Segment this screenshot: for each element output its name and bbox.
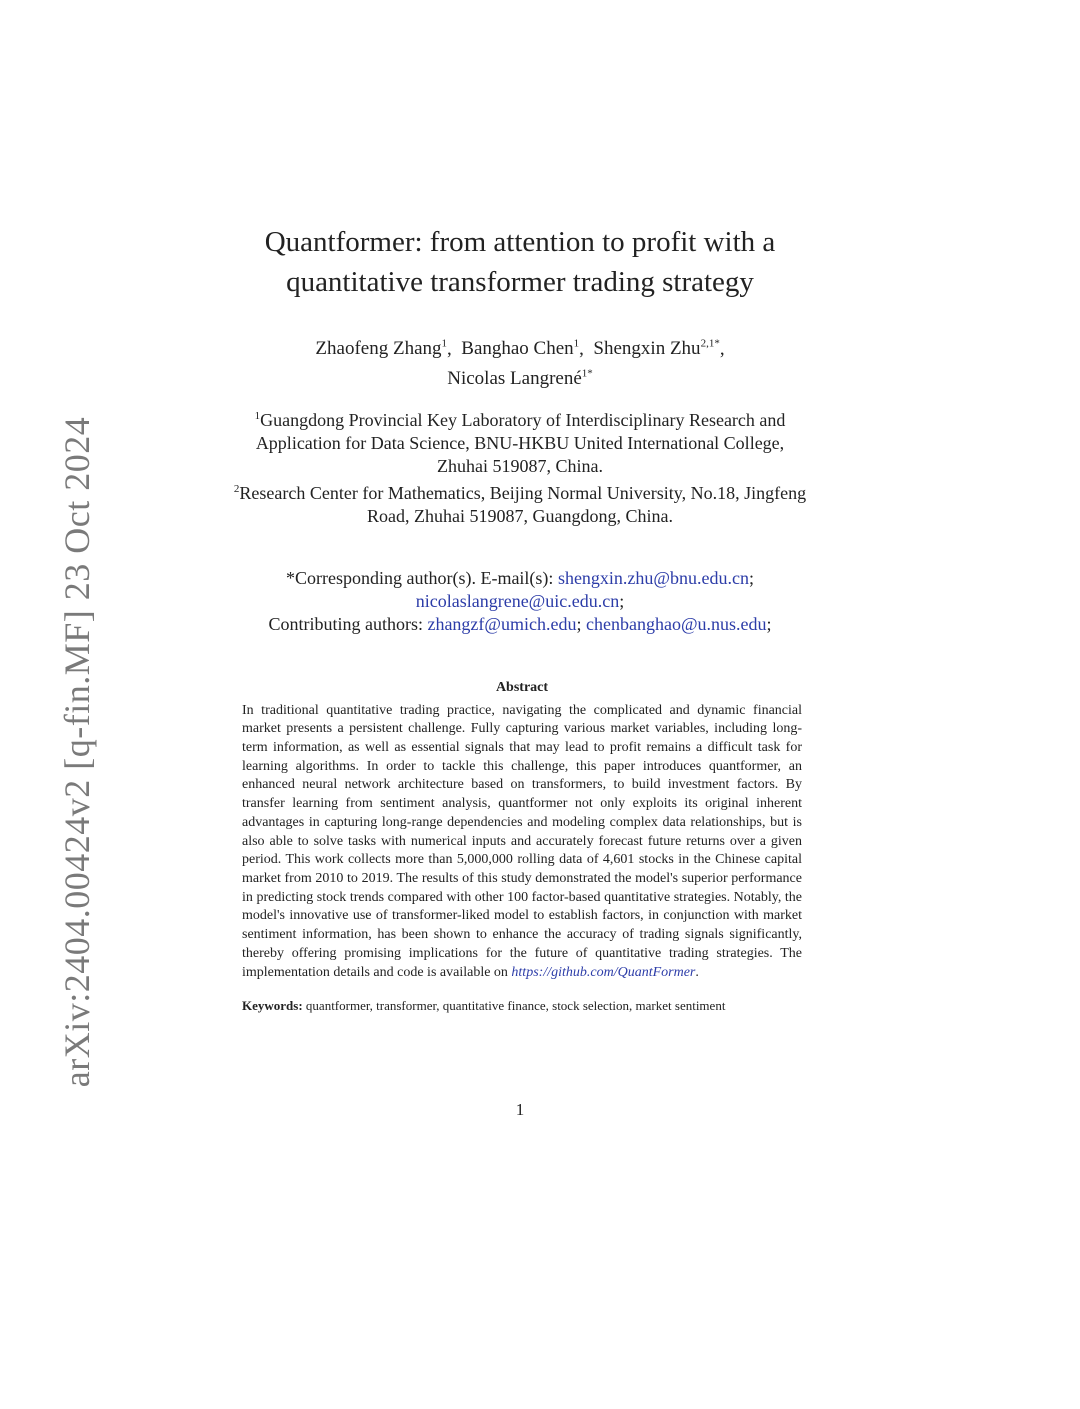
affiliation-list	[230, 405, 810, 528]
abstract-text: In traditional quantitative trading practice, navigating the complicated and dynamic financial market presents a persistent challenge. Fully capturing various market variables, including long-term information, as well as essential signals that may lead to profit remains a difficult task for learning algorithms. In order to tackle this challenge, this paper introduces quantformer, an enhanced neural network architecture based on transformers, to build investment factors. By transfer learning from sentiment analysis, quantformer not only exploits its original inherent advantages in capturing long-range dependencies and modeling complex data relationships, but is also able to solve tasks with numerical inputs and accurately forecast future returns over a given period. This work collects more than 5,000,000 rolling data of 4,601 stocks in the Chinese capital market from 2010 to 2019. The results of this study demonstrated the model's superior performance in predicting stock trends compared with other 100 factor-based quantitative strategies. Notably, the model's innovative use of transformer-liked model to establish factors, in conjunction with market sentiment information, has been shown to enhance the accuracy of trading signals significantly, thereby offering promising implications for the future of quantitative trading strategies. The implementation details and code is available on	[242, 702, 802, 980]
author	[315, 338, 447, 359]
author-name: Banghao Chen	[461, 338, 574, 360]
author-name: Zhaofeng Zhang	[315, 338, 442, 360]
corresponding-label: *Corresponding author(s). E-mail(s):	[285, 567, 554, 588]
author-list: Zhaofeng Zhang$^1$, Banghao Chen$^1$, Shengxin Zhu$^{2,1*}$, Nicolas Langrené$^{1*}$	[315, 338, 725, 389]
email-link[interactable]: nicolaslangrene@uic.edu.cn	[415, 590, 620, 611]
paper-title	[230, 222, 810, 302]
author-name: Shengxin Zhu	[593, 338, 701, 360]
abstract-heading: Abstract	[495, 679, 549, 695]
abstract-end-punctuation: .	[695, 964, 699, 980]
keywords-section	[242, 998, 802, 1014]
author	[447, 368, 593, 389]
author	[593, 338, 719, 359]
page-number: 1	[515, 1100, 525, 1119]
author-name: Nicolas Langrené	[447, 367, 582, 389]
keywords-text: quantformer, transformer, quantitative finance, stock selection, market sentiment	[305, 998, 726, 1014]
abstract-section	[242, 680, 802, 983]
affiliation-mark: 1	[254, 409, 261, 422]
affiliation-mark: 2	[233, 482, 240, 495]
author	[461, 338, 579, 359]
code-repository-link[interactable]: https://github.com/QuantFormer	[511, 964, 696, 980]
author-affiliation-mark: 2,1*	[700, 338, 720, 350]
author-affiliation-mark: 1	[573, 338, 580, 350]
email-link[interactable]: zhangzf@umich.edu	[427, 613, 577, 634]
title-line-2: quantitative transformer trading strategy	[286, 266, 754, 298]
paper-first-page	[230, 222, 810, 1014]
abstract-body	[242, 702, 802, 983]
affiliation-text: Guangdong Provincial Key Laboratory of Interdisciplinary Research and Application for Data Science, BNU-HKBU United International College, Zhuhai 519087, China.	[255, 409, 786, 476]
keywords-label: Keywords:	[242, 998, 303, 1014]
email-link[interactable]: shengxin.zhu@bnu.edu.cn	[557, 567, 749, 588]
contributing-label: Contributing authors:	[268, 613, 423, 634]
author-affiliation-mark: 1*	[581, 367, 593, 380]
author-affiliation-mark: 1	[441, 338, 448, 350]
title-line-1: Quantformer: from attention to profit with a	[264, 226, 776, 258]
affiliation-text: Research Center for Mathematics, Beijing Normal University, No.18, Jingfeng Road, Zhuhai 519087, Guangdong, China.	[239, 482, 807, 526]
arxiv-identifier-stamp: arXiv:2404.00424v2 [q-fin.MF] 23 Oct 2024	[57, 416, 97, 1088]
contact-block: *Corresponding author(s). E-mail(s): shengxin.zhu@bnu.edu.cn; nicolaslangrene@uic.edu.cn; Contributing authors: zhangzf@umich.edu; chenbanghao@u.nus.edu;	[268, 567, 772, 634]
affiliation	[230, 405, 810, 478]
affiliation	[230, 478, 810, 528]
email-link[interactable]: chenbanghao@u.nus.edu	[586, 613, 767, 634]
